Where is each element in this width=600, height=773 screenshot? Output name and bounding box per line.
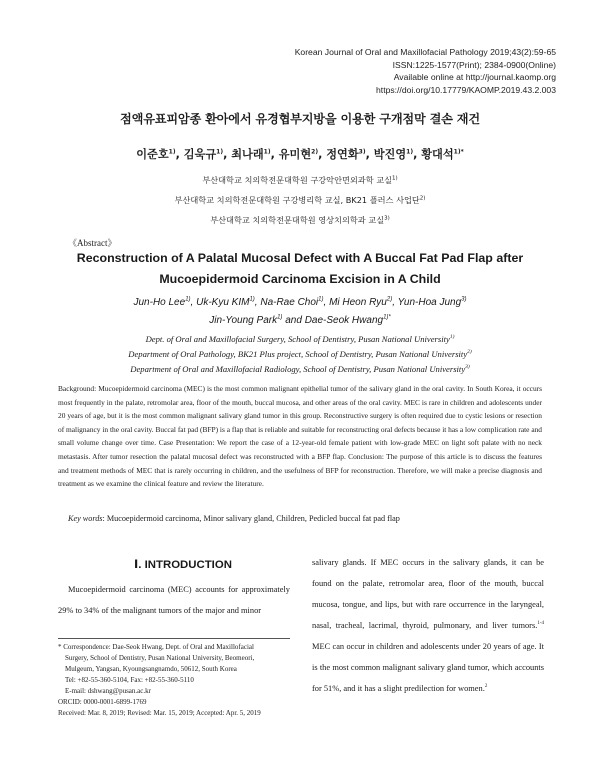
abstract-label: 《Abstract》: [68, 238, 117, 248]
english-authors-line: [40, 312, 560, 330]
journal-issn: ISSN:1225-1577(Print); 2384-0900(Online): [392, 59, 556, 70]
footnote-line: Mulgeum, Yangsan, Kyoungsangnamdo, 50612, South Korea: [65, 665, 237, 673]
english-affiliation: Dept. of Oral and Maxillofacial Surgery, School of Dentistry, Pusan National University$^{1)}$: [145, 334, 455, 344]
korean-author: 박진영$^{1)}$: [373, 148, 414, 161]
korean-author: 김욱규$^{1)}$: [183, 148, 224, 161]
korean-authors: 이준호$^{1)}$, 김욱규$^{1)}$, 최나래$^{1)}$, 유미현$^{2)}$, 정연화$^{3)}$, 박진영$^{1)}$, 황대석$^{1)*}$: [136, 148, 464, 161]
korean-author: 정연화$^{3)}$: [326, 148, 366, 161]
english-author: Dae-Seok Hwang$^{1)*}$: [304, 314, 391, 326]
korean-author: 유미현$^{2)}$: [278, 148, 319, 161]
keywords: [68, 514, 400, 523]
journal-url[interactable]: Available online at http://journal.kaomp.org: [393, 72, 556, 83]
keywords-label: Key words: [68, 514, 103, 523]
journal-doi[interactable]: https://doi.org/10.17779/KAOMP.2019.43.2.003: [376, 84, 556, 95]
footnote-line: Tel: +82-55-360-5104, Fax: +82-55-360-5110: [65, 676, 194, 684]
korean-affiliations: [40, 170, 560, 230]
english-author: Yun-Hoa Jung$^{3)}$: [397, 296, 467, 308]
english-author: Jin-Young Park$^{1)}$: [209, 314, 283, 326]
footnote-divider: [58, 638, 290, 639]
keywords-value: : Mucoepidermoid carcinoma, Minor salivary gland, Children, Pedicled buccal fat pad flap: [102, 514, 400, 523]
english-author: Mi Heon Ryu$^{2)}$: [329, 296, 393, 308]
english-affiliation: Department of Oral Pathology, BK21 Plus project, School of Dentistry, Pusan National University$^{2)}$: [128, 349, 472, 359]
english-title-line: Mucoepidermoid Carcinoma Excision in A Child: [159, 272, 441, 286]
author-joiner: and: [285, 315, 302, 326]
journal-header: [196, 46, 556, 96]
english-affiliations: [40, 332, 560, 377]
intro-right-text: salivary glands. If MEC occurs in the salivary glands, it can be found on the palate, retromolar area, floor of the mouth, buccal mucosa, tongue, and lips, but with rare occurrence in the laryngeal, nasal, tracheal, lacrimal, thyroid, pulmonary, and liver tumors.: [312, 558, 544, 630]
english-title-line: Reconstruction of A Palatal Mucosal Defect with A Buccal Fat Pad Flap after: [76, 251, 524, 265]
english-author: Jun-Ho Lee$^{1)}$: [133, 296, 191, 308]
korean-affiliation: 부산대학교 치의학전문대학원 구강악안면외과학 교실$^{1)}$: [202, 175, 398, 185]
footnote-line: Surgery, School of Dentistry, Pusan National University, Beomeori,: [65, 654, 255, 662]
citation-ref: 2: [484, 684, 488, 690]
korean-author: 황대석$^{1)*}$: [421, 148, 464, 161]
korean-author: 이준호$^{1)}$: [136, 148, 176, 161]
korean-affiliation: 부산대학교 치의학전문대학원 영상치의학과 교실$^{3)}$: [210, 215, 390, 225]
citation-ref: 1-4: [537, 621, 544, 627]
korean-title: 점액유표피암종 환아에서 유경협부지방을 이용한 구개점막 결손 재건: [120, 112, 480, 126]
korean-affiliation: 부산대학교 치의학전문대학원 구강병리학 교실, BK21 플러스 사업단$^{2)}$: [174, 195, 426, 205]
english-affiliation: Department of Oral and Maxillofacial Radiology, School of Dentistry, Pusan National University$^{3)}$: [130, 364, 470, 374]
footnote-dates: Received: Mar. 8, 2019; Revised: Mar. 15, 2019; Accepted: Apr. 5, 2019: [58, 709, 261, 717]
korean-author: 최나래$^{1)}$: [231, 148, 271, 161]
section-title: Ⅰ. INTRODUCTION: [134, 559, 232, 571]
english-authors-line: Jun-Ho Lee$^{1)}$, Uk-Kyu KIM$^{1)}$, Na-Rae Choi$^{1)}$, Mi Heon Ryu$^{2)}$, Yun-Hoa Jung$^{3)}$: [133, 296, 467, 308]
footnote-line: * Correspondence: Dae-Seok Hwang, Dept. of Oral and Maxillofacial: [58, 643, 254, 651]
correspondence-footnote: [58, 642, 294, 719]
intro-right-text: MEC can occur in children and adolescents under 20 years of age. It is the most common malignant salivary gland tumor, which accounts for 51%, and it has a slight predilection for women.: [312, 642, 544, 693]
journal-citation: Korean Journal of Oral and Maxillofacial Pathology 2019;43(2):59-65: [294, 47, 556, 57]
intro-left-column: Mucoepidermoid carcinoma (MEC) accounts for approximately 29% to 34% of the malignant tumors of the major and minor: [58, 585, 290, 615]
abstract-body: Background: Mucoepidermoid carcinoma (MEC) is the most common malignant epithelial tumor of the salivary gland in the oral cavity. In South Korea, it occurs most frequently in the palate, retromolar area, floor of the mouth, buccal mucosa, and other areas of the oral cavity. MEC is rare in children and adolescents under 20 years of age, but it is the most common malignant salivary gland tumor in this group. Reconstructive surgery is often required due to cystic lesions or resection of malignancy in the oral cavity. Buccal fat pad (BFP) is a flap that is reliable and suitable for reconstructing oral defects because it has a low complication rate and small volume change over time. Case Presentation: We report the case of a 12-year-old female patient with low-grade MEC on light soft palate with no neck metastasis. After tumor resection the palatal mucosal defect was reconstructed with a BFP flap. Conclusion: The purpose of this article is to discuss the features and treatment methods of MEC that is rarely occurring in children, and the usefulness of BFP for reconstruction. Therefore, we will make a precise diagnosis and treatment as we examine the clinical feature and review the literature.: [58, 384, 542, 489]
english-title: [40, 248, 560, 290]
english-authors: [40, 294, 560, 330]
footnote-orcid: ORCID: 0000-0001-6899-1769: [58, 698, 147, 706]
footnote-email[interactable]: E-mail: dshwang@pusan.ac.kr: [65, 687, 151, 695]
english-author: Na-Rae Choi$^{1)}$: [260, 296, 324, 308]
english-author: Uk-Kyu KIM$^{1)}$: [196, 296, 255, 308]
intro-right-column: [312, 552, 544, 699]
